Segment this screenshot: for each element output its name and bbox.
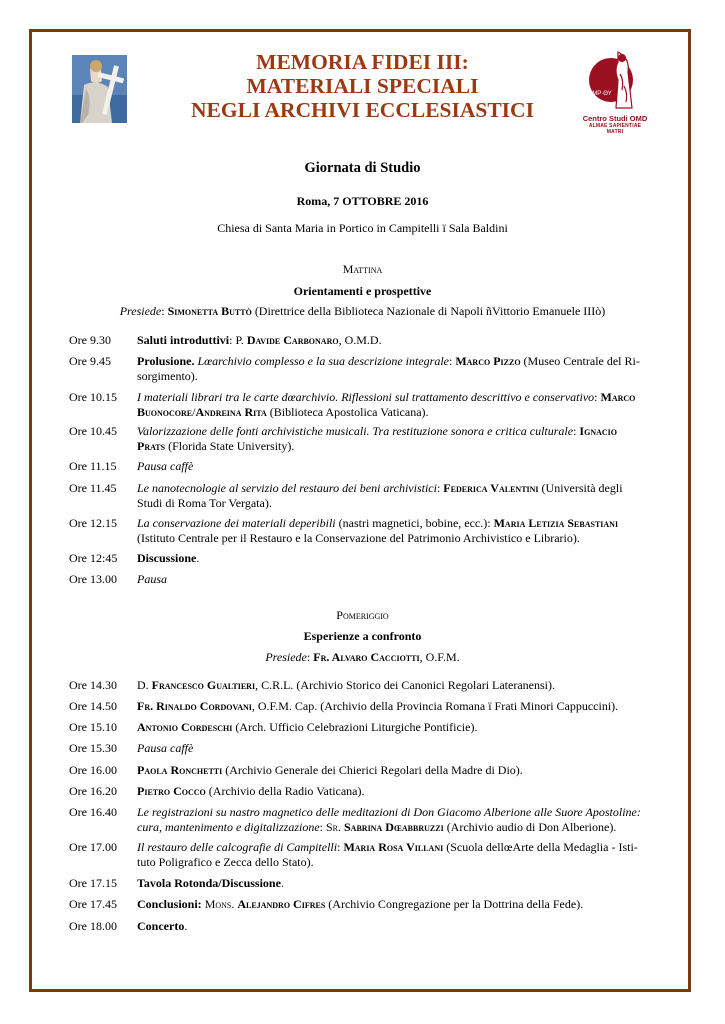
subtitle: Giornata di Studio bbox=[304, 160, 421, 176]
row-text: (Università degli bbox=[538, 481, 623, 495]
time-label: Ore 17.00 bbox=[69, 840, 117, 854]
row-text: (Archivio Generale dei Chierici Regolari della Madre di Dio). bbox=[222, 763, 523, 777]
speaker-name: Ignacio bbox=[579, 424, 617, 438]
event-venue: Chiesa di Santa Maria in Portico in Campitelli ï Sala Baldini bbox=[217, 221, 508, 235]
speaker-name: Davide Carbonaro bbox=[246, 333, 339, 347]
morning-label: Mattina bbox=[342, 262, 383, 276]
time-label: Ore 11.15 bbox=[69, 459, 117, 473]
row-text: : Sr. bbox=[319, 819, 344, 834]
time-label: Ore 14.30 bbox=[69, 678, 117, 692]
schedule-row bbox=[69, 333, 659, 348]
row-text: Saluti introduttivi bbox=[137, 333, 230, 347]
talk-title: Le nanotecnologie al servizio del restauro dei beni archivistici bbox=[137, 481, 437, 495]
schedule-row bbox=[69, 678, 659, 693]
row-text: / bbox=[192, 404, 196, 419]
row-text: , C.R.L. (Archivio Storico dei Canonici Regolari Lateranensi). bbox=[255, 678, 555, 692]
speaker-name: Buonocore bbox=[137, 404, 193, 419]
schedule-row bbox=[69, 516, 659, 545]
row-text: (Archivio Congregazione per la Dottrina della Fede). bbox=[325, 897, 584, 911]
talk-title: Il restauro delle calcografie di Campitelli bbox=[137, 840, 338, 854]
schedule-row bbox=[69, 481, 659, 510]
time-label: Ore 12.15 bbox=[69, 516, 117, 530]
chair-label: Presiede bbox=[265, 650, 307, 664]
schedule-row bbox=[69, 876, 659, 891]
chair-name: Simonetta Buttò bbox=[167, 304, 252, 318]
time-label: Ore 17.15 bbox=[69, 876, 117, 890]
row-text: : bbox=[337, 840, 344, 854]
afternoon-label: Pomeriggio bbox=[336, 608, 389, 622]
schedule-row bbox=[69, 763, 659, 778]
schedule-row bbox=[69, 354, 659, 383]
schedule-row bbox=[69, 784, 659, 799]
document-title bbox=[150, 50, 575, 122]
schedule-row bbox=[69, 699, 659, 714]
morning-chair: Presiede: Simonetta Buttò (Direttrice della Biblioteca Nazionale di Napoli ñVittorio Emanuele IIIò) bbox=[119, 304, 606, 318]
time-label: Ore 9.30 bbox=[69, 333, 111, 347]
speaker-name: Fr. Rinaldo Cordovani bbox=[137, 699, 252, 713]
row-text: . bbox=[280, 876, 284, 890]
title-line-2: MATERIALI SPECIALI bbox=[246, 74, 479, 98]
row-text: : P. bbox=[229, 333, 247, 347]
time-label: Ore 12:45 bbox=[69, 551, 118, 565]
time-label: Ore 16.20 bbox=[69, 784, 117, 798]
time-label: Ore 18.00 bbox=[69, 919, 117, 933]
chair-suffix: , O.F.M. bbox=[419, 650, 460, 664]
row-text: , O.M.D. bbox=[338, 333, 382, 347]
speaker-name: Sabrina Dœabbruzzi bbox=[344, 819, 444, 834]
logo-motto: ALMAE SAPIENTIAE MATRI bbox=[588, 123, 642, 135]
row-text: tuto Poligrafico e Zecca dello Stato). bbox=[137, 854, 314, 869]
schedule-row bbox=[69, 551, 659, 566]
schedule-row bbox=[69, 741, 659, 756]
schedule-row bbox=[69, 459, 659, 474]
chair-role: (Direttrice della Biblioteca Nazionale di Napoli ñVittorio Emanuele IIIò) bbox=[251, 304, 606, 318]
schedule-row bbox=[69, 805, 659, 834]
logo-badge-text: MP·ΘΥ bbox=[592, 91, 612, 97]
row-text: (Biblioteca Apostolica Vaticana). bbox=[266, 404, 429, 419]
saint-with-cross-logo bbox=[72, 55, 127, 123]
centro-studi-omd-logo bbox=[581, 50, 649, 135]
talk-title: I materiali librari tra le carte dœarchivio. Riflessioni sul trattamento descrittivo e conservativo bbox=[137, 390, 595, 404]
row-text: (Scuola dellœArte della Medaglia - Isti- bbox=[443, 840, 638, 854]
speaker-name: Maria Letizia Sebastiani bbox=[493, 516, 619, 530]
row-text: (Archivio audio di Don Alberione). bbox=[443, 819, 617, 834]
speaker-name: Paola Ronchetti bbox=[137, 763, 223, 777]
row-text: Mons. bbox=[201, 897, 238, 911]
title-line-3: NEGLI ARCHIVI ECCLESIASTICI bbox=[191, 98, 534, 122]
talk-title: Le registrazioni su nastro magnetico delle meditazioni di Don Giacomo Alberione alle Suore Apostoline: bbox=[137, 805, 641, 819]
row-text: Pausa caffè bbox=[137, 459, 194, 473]
row-text: D. bbox=[137, 678, 152, 692]
talk-title: Valorizzazione delle fonti archivistiche musicali. Tra restituzione sonora e critica culturale bbox=[137, 424, 574, 438]
speaker-name: Marco Pizzo bbox=[455, 354, 521, 368]
time-label: Ore 9.45 bbox=[69, 354, 111, 368]
time-label: Ore 14.50 bbox=[69, 699, 117, 713]
schedule-row bbox=[69, 897, 659, 912]
event-date: Roma, 7 OTTOBRE 2016 bbox=[296, 194, 429, 208]
row-text: sorgimento). bbox=[137, 368, 198, 383]
speaker-name: Federica Valentini bbox=[443, 481, 539, 495]
speaker-name: Marco bbox=[600, 390, 636, 404]
row-text: Tavola Rotonda/Discussione bbox=[137, 876, 281, 890]
title-line-1: MEMORIA FIDEI III: bbox=[256, 50, 469, 74]
row-text: Concerto bbox=[137, 919, 185, 933]
speaker-name: Maria Rosa Villani bbox=[343, 840, 444, 854]
talk-title: Lœarchivio complesso e la sua descrizione integrale bbox=[194, 354, 449, 368]
afternoon-heading: Esperienze a confronto bbox=[303, 629, 422, 643]
speaker-name: Prats bbox=[137, 438, 166, 453]
schedule-row bbox=[69, 720, 659, 735]
row-text: : bbox=[436, 481, 444, 495]
schedule-row bbox=[69, 840, 659, 869]
row-text: (Arch. Ufficio Celebrazioni Liturgiche Pontificie). bbox=[232, 720, 478, 734]
row-text: . bbox=[184, 919, 188, 933]
speaker-name: Andreina Rita bbox=[195, 404, 267, 419]
time-label: Ore 10.45 bbox=[69, 424, 117, 438]
schedule-row bbox=[69, 572, 659, 587]
time-label: Ore 16.40 bbox=[69, 805, 117, 819]
row-text: (nastri magnetici, bobine, ecc.): bbox=[335, 516, 494, 530]
row-text: Prolusione. bbox=[137, 354, 195, 368]
row-text: : bbox=[573, 424, 580, 438]
row-text: . bbox=[196, 551, 200, 565]
time-label: Ore 15.10 bbox=[69, 720, 117, 734]
speaker-name: Antonio Cordeschi bbox=[137, 720, 233, 734]
time-label: Ore 13.00 bbox=[69, 572, 117, 586]
talk-title: La conservazione dei materiali deperibili bbox=[137, 516, 336, 530]
time-label: Ore 17.45 bbox=[69, 897, 117, 911]
talk-title: cura, mantenimento e digitalizzazione bbox=[137, 819, 320, 834]
speaker-name: Pietro Cocco bbox=[137, 784, 206, 798]
schedule-row bbox=[69, 390, 659, 419]
time-label: Ore 16.00 bbox=[69, 763, 117, 777]
speaker-name: Alejandro Cifres bbox=[237, 897, 326, 911]
row-text: (Istituto Centrale per il Restauro e la Conservazione del Patrimonio Archivistico e Librario). bbox=[137, 530, 580, 545]
chair-name: Fr. Alvaro Cacciotti bbox=[313, 650, 420, 664]
time-label: Ore 10.15 bbox=[69, 390, 117, 404]
morning-heading: Orientamenti e prospettive bbox=[293, 284, 432, 298]
row-text: Pausa bbox=[137, 572, 167, 586]
logo-name: Centro Studi OMD bbox=[582, 114, 648, 123]
afternoon-chair: Presiede: Fr. Alvaro Cacciotti, O.F.M. bbox=[265, 650, 460, 664]
row-text: , O.F.M. Cap. (Archivio della Provincia Romana ï Frati Minori Cappuccini). bbox=[251, 699, 619, 713]
row-text: (Museo Centrale del Ri- bbox=[520, 354, 640, 368]
row-text: (Florida State University). bbox=[165, 438, 295, 453]
speaker-name: Francesco Gualtieri bbox=[151, 678, 256, 692]
row-text: (Archivio della Radio Vaticana). bbox=[205, 784, 365, 798]
schedule-row bbox=[69, 424, 659, 453]
row-text: : bbox=[594, 390, 601, 404]
schedule-row bbox=[69, 919, 659, 934]
row-text: Studi di Roma Tor Vergata). bbox=[137, 495, 272, 510]
row-text: Pausa caffè bbox=[137, 741, 194, 755]
row-text: Conclusioni: bbox=[137, 897, 202, 911]
row-text: Discussione bbox=[137, 551, 197, 565]
row-text: : bbox=[448, 354, 456, 368]
chair-label: Presiede bbox=[119, 304, 162, 318]
time-label: Ore 15.30 bbox=[69, 741, 117, 755]
time-label: Ore 11.45 bbox=[69, 481, 117, 495]
